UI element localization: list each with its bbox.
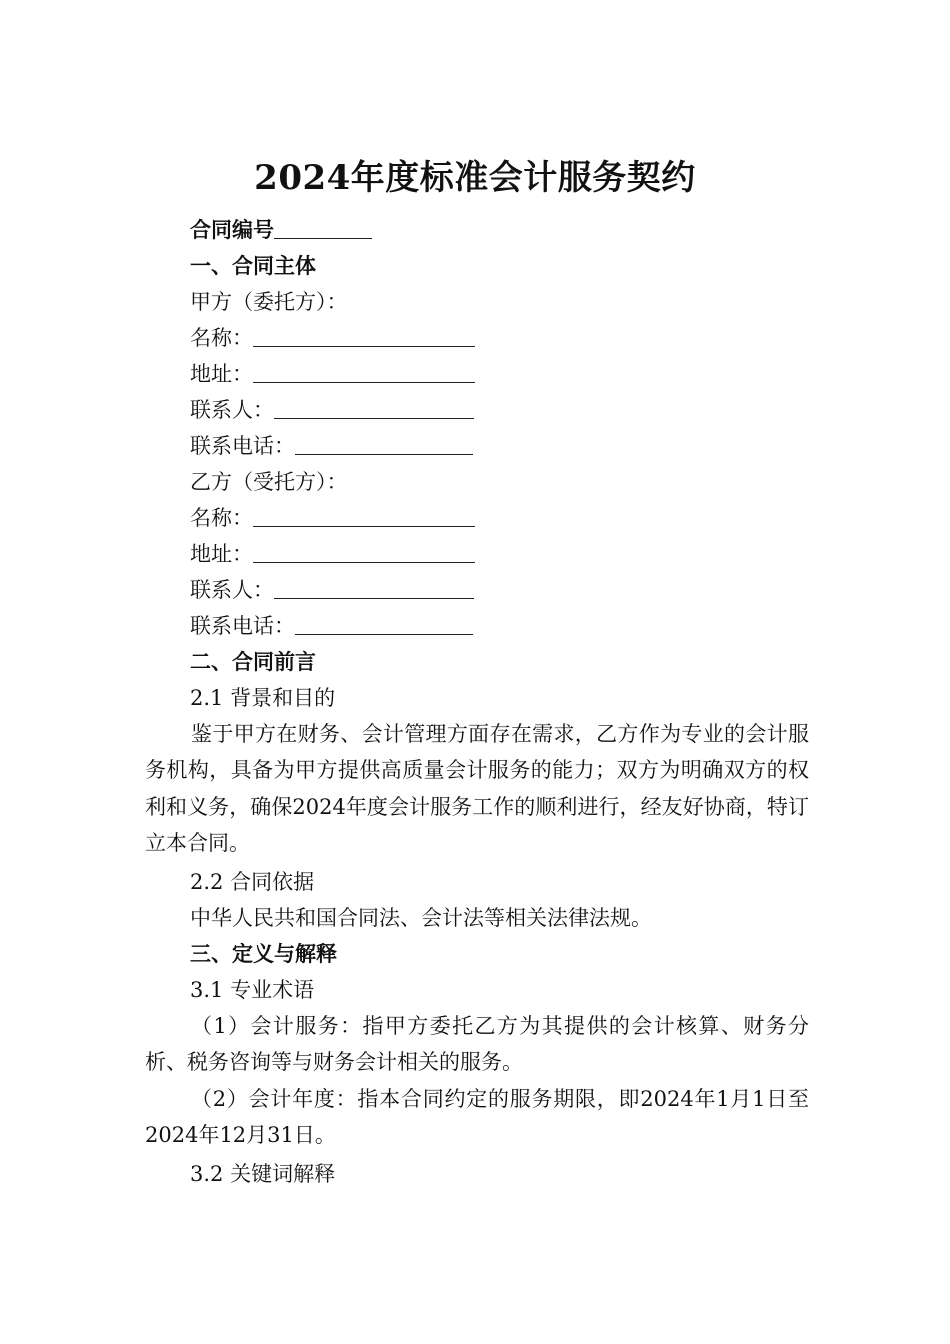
party-a-name-line [190, 325, 475, 351]
party-b-contact-label: 联系人： [190, 578, 274, 602]
party-a-address-label: 地址： [190, 362, 253, 386]
party-b-name-label: 名称： [190, 506, 253, 530]
section-2-heading: 二、合同前言 [190, 649, 316, 674]
contract-number-line [190, 217, 372, 243]
party-b-phone-label: 联系电话： [190, 614, 295, 638]
party-b-name-blank[interactable] [253, 506, 475, 527]
party-b-address-blank[interactable] [253, 542, 475, 563]
subsection-3-2-title: 3.2 关键词解释 [190, 1162, 336, 1186]
party-b-address-label: 地址： [190, 542, 253, 566]
contract-number-blank[interactable] [274, 218, 372, 239]
document-title: 2024年度标准会计服务契约 [254, 158, 696, 198]
section-3-heading: 三、定义与解释 [190, 941, 337, 966]
subsection-2-1-title: 2.1 背景和目的 [190, 686, 336, 710]
party-b-contact-line [190, 577, 474, 603]
definition-item-1: （1）会计服务：指甲方委托乙方为其提供的会计核算、财务分析、税务咨询等与财务会计相关的服务。 [145, 1014, 809, 1075]
party-a-address-blank[interactable] [253, 362, 475, 383]
party-b-phone-blank[interactable] [295, 614, 473, 635]
party-a-contact-line [190, 397, 474, 423]
party-a-phone-label: 联系电话： [190, 434, 295, 458]
party-b-name-line [190, 505, 475, 531]
party-a-contact-label: 联系人： [190, 398, 274, 422]
subsection-2-2-title: 2.2 合同依据 [190, 870, 315, 894]
party-a-contact-blank[interactable] [274, 398, 474, 419]
party-a-heading: 甲方（委托方）： [190, 290, 348, 314]
section-1-heading: 一、合同主体 [190, 253, 316, 278]
party-b-phone-line [190, 613, 473, 639]
party-b-heading: 乙方（受托方）： [190, 470, 348, 494]
subsection-3-1-title: 3.1 专业术语 [190, 978, 315, 1002]
contract-number-label: 合同编号 [190, 217, 274, 242]
party-b-contact-blank[interactable] [274, 578, 474, 599]
party-a-address-line [190, 361, 475, 387]
definition-item-2: （2）会计年度：指本合同约定的服务期限，即2024年1月1日至2024年12月31日。 [145, 1087, 809, 1148]
party-a-name-blank[interactable] [253, 326, 475, 347]
party-b-address-line [190, 541, 475, 567]
party-a-phone-line [190, 433, 473, 459]
subsection-2-2-text: 中华人民共和国合同法、会计法等相关法律法规。 [190, 906, 652, 930]
subsection-2-1-paragraph: 鉴于甲方在财务、会计管理方面存在需求，乙方作为专业的会计服务机构，具备为甲方提供高质量会计服务的能力；双方为明确双方的权利和义务，确保2024年度会计服务工作的顺利进行，经友好协商，特订立本合同。 [145, 722, 809, 855]
party-a-phone-blank[interactable] [295, 434, 473, 455]
party-a-name-label: 名称： [190, 326, 253, 350]
